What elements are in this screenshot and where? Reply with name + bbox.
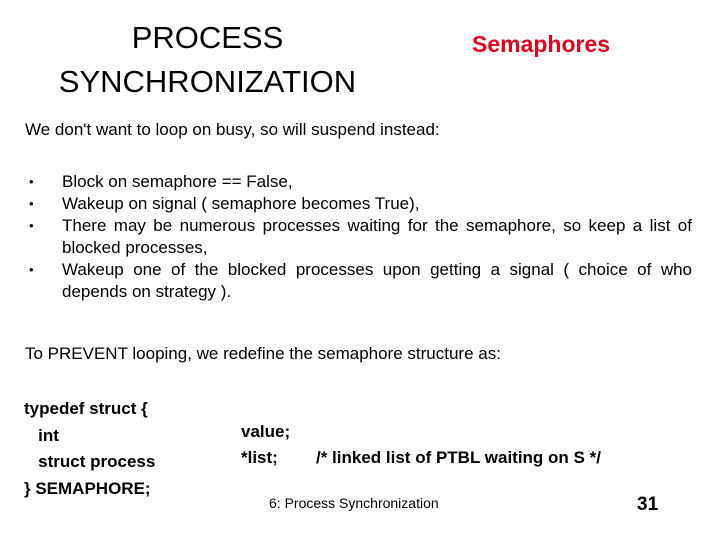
bullet-text: Block on semaphore == False, <box>62 172 293 191</box>
intro-text: We don't want to loop on busy, so will suspend instead: <box>25 120 440 139</box>
bullet-item <box>25 193 692 215</box>
bullet-text: There may be numerous processes waiting for the semaphore, so keep a list of blocked processes, <box>62 216 692 257</box>
slide-subtitle: Semaphores <box>472 31 611 57</box>
bullet-dot: • <box>29 196 34 211</box>
slide-footer: 6: Process Synchronization <box>269 495 439 511</box>
title-line-1: PROCESS <box>131 20 284 55</box>
code-comment: /* linked list of PTBL waiting on S */ <box>316 448 601 467</box>
page-number: 31 <box>637 494 659 515</box>
code-field-list: *list; <box>241 448 278 467</box>
bullet-item <box>25 215 692 259</box>
code-line: } SEMAPHORE; <box>24 478 151 498</box>
code-line: typedef struct { <box>24 399 148 418</box>
bullet-item <box>25 171 692 193</box>
bullet-item <box>25 259 692 303</box>
code-line: int <box>24 425 59 445</box>
bullet-dot: • <box>29 174 34 189</box>
title-line-2: SYNCHRONIZATION <box>58 64 357 99</box>
bullet-text: Wakeup on signal ( semaphore becomes True), <box>62 194 420 213</box>
code-field-value: value; <box>241 422 291 441</box>
code-block <box>24 396 155 502</box>
bullet-dot: • <box>29 262 34 277</box>
prevent-text: To PREVENT looping, we redefine the semaphore structure as: <box>25 344 501 363</box>
bullet-dot: • <box>29 218 34 233</box>
bullet-text: Wakeup one of the blocked processes upon getting a signal ( choice of who depends on strategy ). <box>62 260 692 301</box>
code-line: struct process <box>24 452 156 471</box>
slide-title <box>20 16 395 104</box>
bullet-list <box>25 171 692 303</box>
